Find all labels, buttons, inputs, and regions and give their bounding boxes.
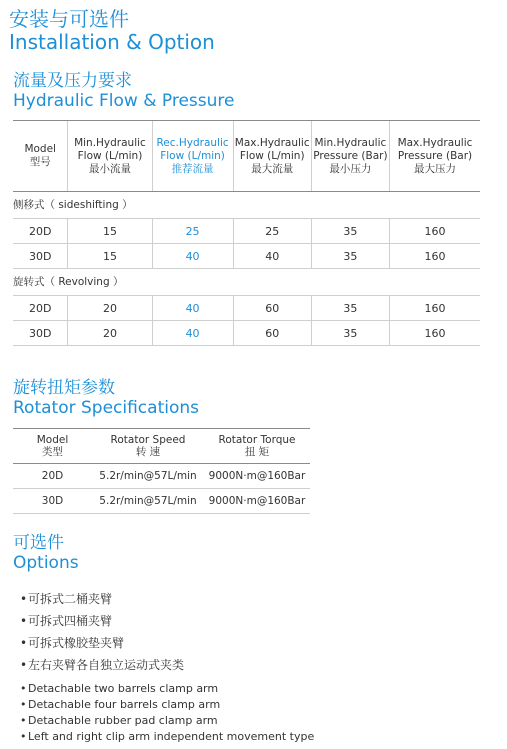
header-text: 最小流量 [88, 162, 131, 175]
list-item [20, 681, 314, 697]
header-text: 类型 [42, 446, 63, 458]
header-text: Flow (L/min) [77, 149, 143, 162]
option-text: 可拆式橡胶垫夹臂 [28, 636, 125, 650]
list-item [20, 654, 184, 676]
header-rotator-speed [92, 429, 204, 463]
header-max-pressure [389, 121, 480, 191]
group-label-revolving: 旋转式（ Revolving ） [13, 276, 124, 288]
rotator-section-title [13, 380, 199, 417]
list-item [20, 697, 314, 713]
list-item [20, 588, 184, 610]
options-section-title [13, 535, 79, 572]
list-item [20, 610, 184, 632]
header-text: 推荐流量 [171, 162, 214, 175]
header-min-flow [67, 121, 151, 191]
table-row [13, 218, 480, 243]
page-title [9, 9, 215, 52]
cell-min-flow: 20 [67, 321, 151, 345]
table-row [13, 320, 480, 346]
cell-min-pressure: 35 [311, 296, 389, 320]
header-rotator-torque [204, 429, 310, 463]
flow-table-header [13, 120, 480, 192]
cell-speed: 5.2r/min@57L/min [99, 470, 197, 482]
table-row [13, 243, 480, 269]
option-text: 左右夹臂各自独立运动式夹类 [28, 658, 185, 672]
option-text: 可拆式四桶夹臂 [28, 614, 113, 628]
cell-model: 20D [28, 301, 52, 315]
header-text: Pressure (Bar) [313, 149, 388, 162]
header-text: Flow (L/min) [239, 149, 305, 162]
header-model [13, 121, 67, 191]
header-rec-flow [152, 121, 233, 191]
cell-model: 30D [41, 495, 64, 507]
cell-rec-flow: 40 [152, 244, 233, 268]
header-text: Min.Hydraulic [314, 136, 387, 149]
option-text: 可拆式二桶夹臂 [28, 592, 113, 606]
header-model [13, 429, 92, 463]
cell-rec-flow: 40 [152, 321, 233, 345]
header-text: Model [36, 434, 69, 446]
cell-max-flow: 25 [233, 219, 311, 243]
header-text: Rotator Speed [110, 434, 186, 446]
header-text: Model [24, 143, 56, 155]
cell-torque: 9000N·m@160Bar [208, 470, 306, 482]
flow-pressure-table [13, 120, 480, 346]
cell-min-flow: 20 [67, 296, 151, 320]
rotator-title-en: Rotator Specifications [13, 398, 199, 418]
header-text: 转 速 [135, 446, 161, 458]
cell-max-flow: 60 [233, 321, 311, 345]
options-title-zh: 可选件 [13, 533, 64, 553]
option-text: Left and right clip arm independent movement type [28, 730, 315, 743]
header-text: Max.Hydraulic [234, 136, 310, 149]
rotator-title-zh: 旋转扭矩参数 [13, 378, 115, 398]
header-text: 扭 矩 [244, 446, 270, 458]
bullet-icon: • [20, 698, 27, 711]
cell-max-pressure: 160 [389, 321, 480, 345]
list-item [20, 729, 314, 745]
cell-model: 20D [41, 470, 64, 482]
cell-torque: 9000N·m@160Bar [208, 495, 306, 507]
table-row [13, 295, 480, 320]
option-text: Detachable four barrels clamp arm [28, 698, 221, 711]
bullet-icon: • [20, 614, 28, 628]
header-max-flow [233, 121, 311, 191]
list-item [20, 713, 314, 729]
option-text: Detachable rubber pad clamp arm [28, 714, 218, 727]
header-text: 最大流量 [251, 162, 294, 175]
bullet-icon: • [20, 730, 27, 743]
header-text: Pressure (Bar) [397, 149, 473, 162]
bullet-icon: • [20, 592, 28, 606]
option-text: Detachable two barrels clamp arm [28, 682, 219, 695]
flow-title-zh: 流量及压力要求 [13, 71, 132, 91]
cell-min-flow: 15 [67, 244, 151, 268]
table-row [13, 464, 310, 489]
header-text: 最大压力 [413, 162, 456, 175]
options-title-en: Options [13, 553, 79, 573]
page-title-zh: 安装与可选件 [9, 7, 129, 31]
flow-title-en: Hydraulic Flow & Pressure [13, 91, 235, 111]
options-list-en [20, 681, 314, 745]
rotator-table-header [13, 428, 310, 464]
header-min-pressure [311, 121, 389, 191]
cell-max-pressure: 160 [389, 244, 480, 268]
cell-max-pressure: 160 [389, 296, 480, 320]
table-row [13, 489, 310, 514]
cell-rec-flow: 40 [152, 296, 233, 320]
page-title-en: Installation & Option [9, 30, 215, 54]
options-list-zh [20, 588, 184, 676]
cell-model: 30D [28, 326, 52, 340]
cell-model: 20D [28, 224, 52, 238]
cell-max-pressure: 160 [389, 219, 480, 243]
bullet-icon: • [20, 714, 27, 727]
cell-rec-flow: 25 [152, 219, 233, 243]
header-text: 最小压力 [329, 162, 372, 175]
header-text: Rotator Torque [218, 434, 296, 446]
bullet-icon: • [20, 682, 27, 695]
bullet-icon: • [20, 636, 28, 650]
header-text: Flow (L/min) [160, 149, 225, 162]
bullet-icon: • [20, 658, 28, 672]
group-label-sideshifting: 侧移式（ sideshifting ） [13, 199, 133, 211]
cell-min-pressure: 35 [311, 321, 389, 345]
cell-min-flow: 15 [67, 219, 151, 243]
cell-max-flow: 60 [233, 296, 311, 320]
header-text: 型号 [29, 156, 51, 168]
flow-section-title [13, 73, 234, 110]
cell-max-flow: 40 [233, 244, 311, 268]
cell-min-pressure: 35 [311, 244, 389, 268]
cell-min-pressure: 35 [311, 219, 389, 243]
header-text: Rec.Hydraulic [156, 136, 229, 149]
header-text: Min.Hydraulic [74, 136, 146, 149]
cell-speed: 5.2r/min@57L/min [99, 495, 197, 507]
rotator-table [13, 428, 310, 514]
header-text: Max.Hydraulic [397, 136, 473, 149]
list-item [20, 632, 184, 654]
cell-model: 30D [28, 249, 52, 263]
